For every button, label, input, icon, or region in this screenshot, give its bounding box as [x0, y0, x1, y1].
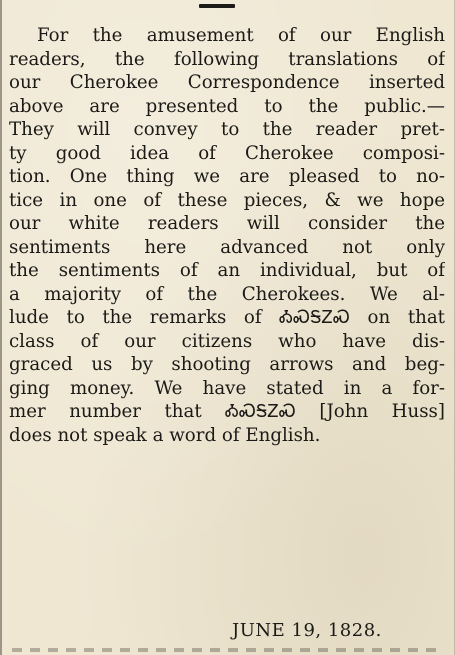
- article-line: ty good idea of Cherokee composi-: [9, 142, 445, 164]
- dateline: JUNE 19, 1828.: [232, 620, 382, 641]
- article-line: readers, the following translations of: [9, 48, 445, 70]
- article-line: above are presented to the public.—: [9, 95, 445, 117]
- bottom-cut-line: [12, 648, 442, 652]
- article-line: tice in one of these pieces, & we hope: [9, 189, 445, 211]
- article-body: [9, 24, 445, 447]
- article-line: our white readers will consider the: [9, 213, 445, 234]
- article-line: For the amusement of our English: [37, 25, 445, 46]
- article-line: does not speak a word of English.: [9, 424, 321, 446]
- article-line: lude to the remarks of ᎣᏍᎦᏃᏍ on that: [9, 307, 445, 328]
- article-line: the sentiments of an individual, but of: [9, 260, 445, 281]
- article-line: graced us by shooting arrows and beg-: [9, 354, 445, 375]
- article-line: mer number that ᎣᏍᎦᏃᏍ [John Huss]: [9, 401, 445, 422]
- article-line: our Cherokee Correspondence inserted: [9, 72, 445, 93]
- article-line: tion. One thing we are pleased to no-: [9, 166, 445, 187]
- column-rule-left: [0, 0, 2, 655]
- article-line: a majority of the Cherokees. We al-: [9, 283, 445, 305]
- article-line: sentiments here advanced not only: [9, 236, 445, 258]
- article-line: They will convey to the reader pret-: [9, 119, 445, 140]
- section-divider: [199, 4, 235, 8]
- article-line: class of our citizens who have dis-: [9, 330, 445, 352]
- article-line: ging money. We have stated in a for-: [9, 377, 445, 399]
